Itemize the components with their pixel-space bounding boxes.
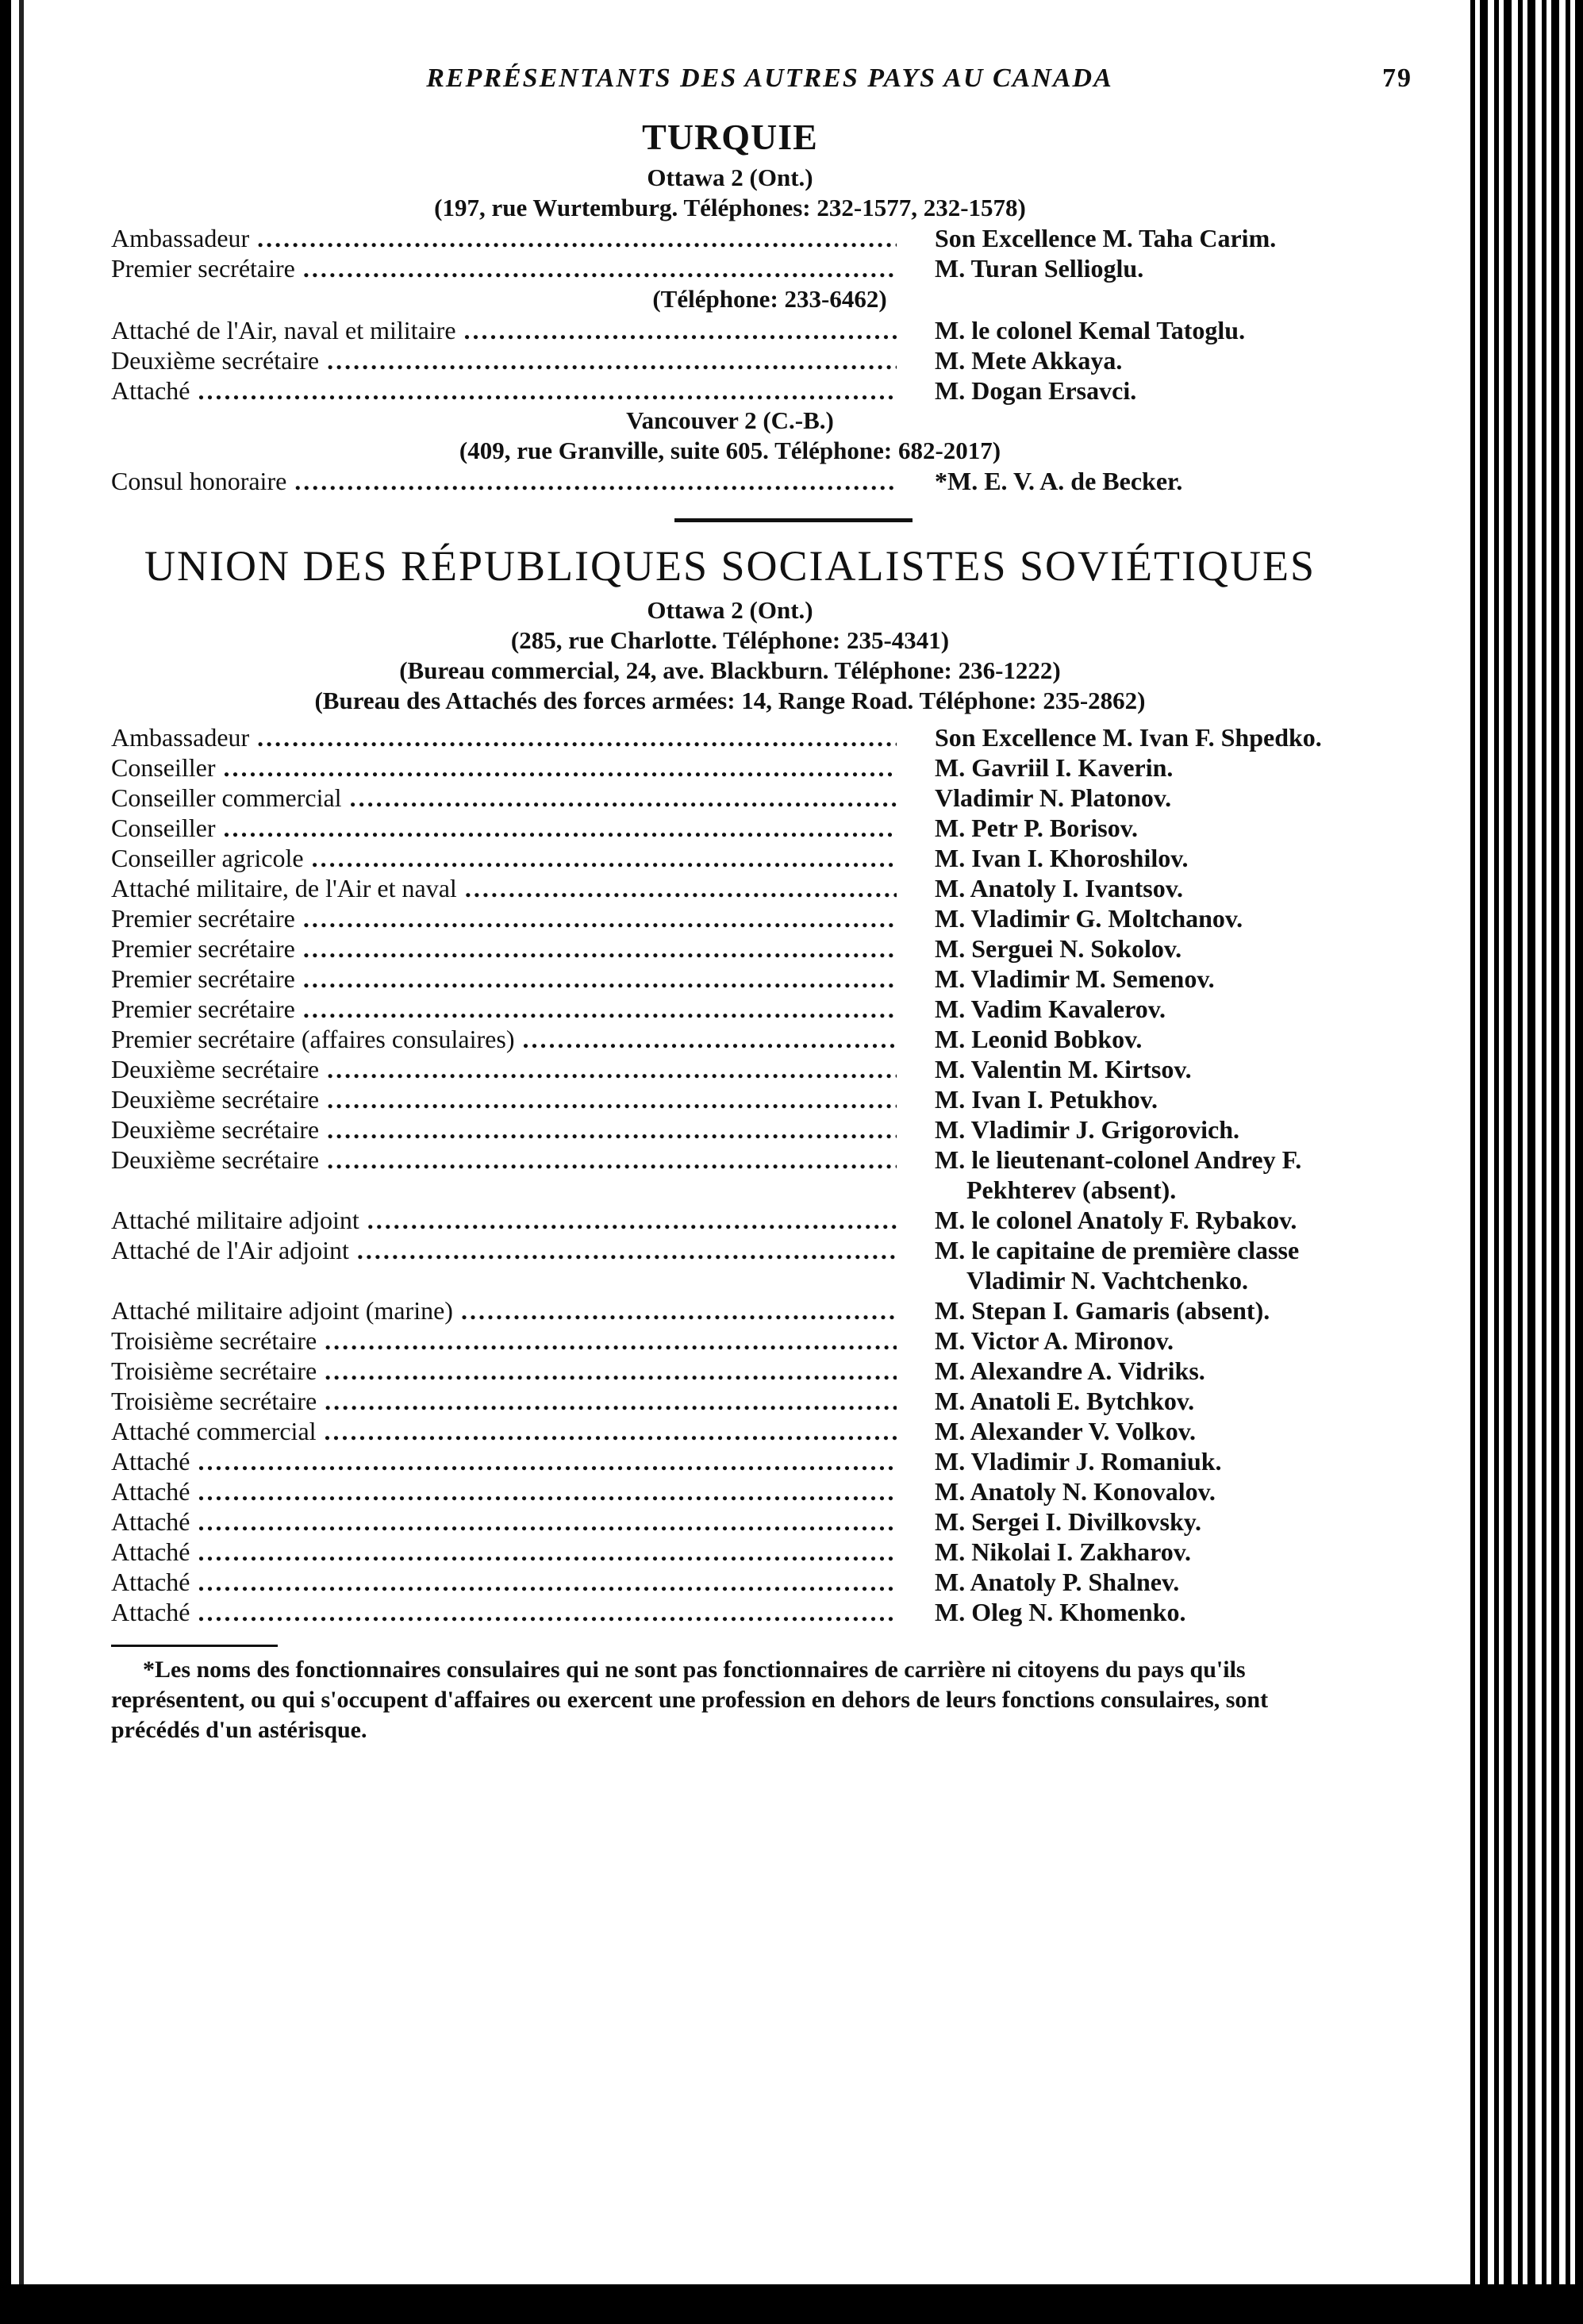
entry-row bbox=[111, 1446, 1349, 1476]
entry-name: Vladimir N. Platonov. bbox=[935, 783, 1172, 812]
leader-dots bbox=[325, 1356, 897, 1386]
entry-name: *M. E. V. A. de Becker. bbox=[935, 467, 1183, 495]
role-label: Deuxième secrétaire bbox=[111, 1145, 320, 1174]
role-label: Attaché bbox=[111, 1477, 190, 1506]
entry-name: M. Stepan I. Gamaris (absent). bbox=[935, 1296, 1270, 1325]
entry-row bbox=[111, 1476, 1349, 1506]
entry-row bbox=[111, 1416, 1349, 1446]
role-label: Attaché bbox=[111, 1568, 190, 1596]
role-label: Attaché bbox=[111, 1507, 190, 1536]
entry-role bbox=[111, 843, 897, 873]
leader-dots bbox=[464, 315, 897, 345]
leader-dots bbox=[367, 1205, 897, 1235]
entry-name: M. Vladimir G. Moltchanov. bbox=[935, 904, 1243, 933]
role-label: Conseiller commercial bbox=[111, 783, 342, 812]
entry-role bbox=[111, 466, 897, 496]
entry-name: M. Sergei I. Divilkovsky. bbox=[935, 1507, 1202, 1536]
entry-name: M. Alexandre A. Vidriks. bbox=[935, 1356, 1205, 1385]
scan-left-edge bbox=[0, 0, 56, 2324]
leader-dots bbox=[461, 1295, 897, 1326]
role-label: Premier secrétaire bbox=[111, 964, 295, 993]
leader-dots bbox=[522, 1024, 897, 1054]
leader-dots bbox=[224, 813, 897, 843]
turkey-entries-c bbox=[111, 466, 1349, 496]
entry-role bbox=[111, 1114, 897, 1145]
role-label: Troisième secrétaire bbox=[111, 1326, 317, 1355]
entry-role bbox=[111, 1205, 897, 1235]
entry-name: M. le capitaine de première classe Vladimir N. Vachtchenko. bbox=[935, 1236, 1300, 1295]
entry-row bbox=[111, 1114, 1349, 1145]
role-label: Attaché bbox=[111, 1598, 190, 1626]
entry-row bbox=[111, 813, 1349, 843]
leader-dots bbox=[198, 1537, 897, 1567]
leader-dots bbox=[198, 1476, 897, 1506]
leader-dots bbox=[312, 843, 897, 873]
entry-name: M. Leonid Bobkov. bbox=[935, 1025, 1143, 1053]
leader-dots bbox=[327, 1145, 897, 1175]
leader-dots bbox=[198, 1446, 897, 1476]
role-label: Conseiller agricole bbox=[111, 844, 304, 872]
role-label: Attaché militaire adjoint (marine) bbox=[111, 1296, 453, 1325]
entry-name: M. Vladimir J. Romaniuk. bbox=[935, 1447, 1222, 1476]
ussr-section bbox=[111, 541, 1349, 1627]
ussr-title: UNION DES RÉPUBLIQUES SOCIALISTES SOVIÉTIQUES bbox=[144, 542, 1316, 590]
entry-row bbox=[111, 1295, 1349, 1326]
role-label: Deuxième secrétaire bbox=[111, 1115, 320, 1144]
turkey-title: TURQUIE bbox=[642, 117, 818, 157]
entry-row bbox=[111, 1145, 1349, 1205]
page-number: 79 bbox=[1382, 63, 1412, 93]
entry-row bbox=[111, 873, 1349, 903]
entry-name: M. Turan Sellioglu. bbox=[935, 254, 1144, 283]
role-label: Deuxième secrétaire bbox=[111, 1085, 320, 1114]
role-label: Ambassadeur bbox=[111, 723, 250, 752]
entry-row bbox=[111, 843, 1349, 873]
role-label: Attaché de l'Air adjoint bbox=[111, 1236, 349, 1264]
entry-role bbox=[111, 1567, 897, 1597]
turkey-telephone-2: (Téléphone: 233-6462) bbox=[652, 285, 887, 313]
section-divider bbox=[674, 518, 913, 522]
role-label: Attaché bbox=[111, 376, 190, 405]
turkey-entries-b bbox=[111, 315, 1349, 406]
entry-role bbox=[111, 1145, 897, 1175]
entry-name: M. Vladimir M. Semenov. bbox=[935, 964, 1215, 993]
entry-name: M. Nikolai I. Zakharov. bbox=[935, 1537, 1192, 1566]
entry-role bbox=[111, 813, 897, 843]
entry-name: Son Excellence M. Taha Carim. bbox=[935, 224, 1277, 252]
role-label: Attaché de l'Air, naval et militaire bbox=[111, 316, 456, 344]
turkey-address-2: (409, rue Granville, suite 605. Téléphone: 682-2017) bbox=[459, 437, 1001, 464]
leader-dots bbox=[198, 1597, 897, 1627]
role-label: Conseiller bbox=[111, 814, 216, 842]
entry-row bbox=[111, 1084, 1349, 1114]
entry-name: M. Anatoli E. Bytchkov. bbox=[935, 1387, 1195, 1415]
running-head-text: REPRÉSENTANTS DES AUTRES PAYS AU CANADA bbox=[426, 63, 1113, 93]
entry-role bbox=[111, 752, 897, 783]
leader-dots bbox=[327, 1054, 897, 1084]
leader-dots bbox=[303, 933, 897, 964]
entry-name: M. Anatoly P. Shalnev. bbox=[935, 1568, 1180, 1596]
entry-role bbox=[111, 1446, 897, 1476]
role-label: Consul honoraire bbox=[111, 467, 287, 495]
entry-row bbox=[111, 1235, 1349, 1295]
role-label: Attaché bbox=[111, 1447, 190, 1476]
role-label: Premier secrétaire bbox=[111, 934, 295, 963]
entry-row bbox=[111, 903, 1349, 933]
leader-dots bbox=[294, 466, 897, 496]
entry-row bbox=[111, 1506, 1349, 1537]
entry-role bbox=[111, 1326, 897, 1356]
entry-role bbox=[111, 1476, 897, 1506]
entry-name: M. Alexander V. Volkov. bbox=[935, 1417, 1196, 1445]
role-label: Attaché militaire adjoint bbox=[111, 1206, 359, 1234]
role-label: Troisième secrétaire bbox=[111, 1356, 317, 1385]
leader-dots bbox=[465, 873, 897, 903]
entry-role bbox=[111, 722, 897, 752]
entry-row bbox=[111, 1205, 1349, 1235]
entry-row bbox=[111, 466, 1349, 496]
leader-dots bbox=[198, 1506, 897, 1537]
ussr-entries bbox=[111, 722, 1349, 1627]
leader-dots bbox=[303, 903, 897, 933]
role-label: Attaché bbox=[111, 1537, 190, 1566]
entry-name: M. Victor A. Mironov. bbox=[935, 1326, 1174, 1355]
entry-role bbox=[111, 1054, 897, 1084]
entry-name: M. Ivan I. Petukhov. bbox=[935, 1085, 1158, 1114]
entry-row bbox=[111, 1054, 1349, 1084]
page bbox=[111, 63, 1412, 1745]
leader-dots bbox=[303, 253, 897, 283]
entry-role bbox=[111, 1416, 897, 1446]
entry-role bbox=[111, 783, 897, 813]
entry-row bbox=[111, 345, 1349, 375]
leader-dots bbox=[327, 1084, 897, 1114]
entry-role bbox=[111, 1024, 897, 1054]
role-label: Premier secrétaire bbox=[111, 904, 295, 933]
role-label: Premier secrétaire bbox=[111, 995, 295, 1023]
entry-row bbox=[111, 253, 1349, 283]
entry-name: M. Anatoly I. Ivantsov. bbox=[935, 874, 1183, 902]
leader-dots bbox=[303, 964, 897, 994]
leader-dots bbox=[327, 345, 897, 375]
entry-name: M. Petr P. Borisov. bbox=[935, 814, 1138, 842]
ussr-city: Ottawa 2 (Ont.) bbox=[647, 596, 813, 624]
entry-row bbox=[111, 994, 1349, 1024]
role-label: Deuxième secrétaire bbox=[111, 1055, 320, 1083]
turkey-city: Ottawa 2 (Ont.) bbox=[647, 164, 813, 191]
leader-dots bbox=[350, 783, 897, 813]
leader-dots bbox=[325, 1326, 897, 1356]
leader-dots bbox=[224, 752, 897, 783]
leader-dots bbox=[325, 1386, 897, 1416]
leader-dots bbox=[327, 1114, 897, 1145]
entry-name: M. le lieutenant-colonel Andrey F. Pekhterev (absent). bbox=[935, 1145, 1302, 1204]
running-head bbox=[190, 63, 1412, 102]
entry-row bbox=[111, 1356, 1349, 1386]
entry-name: M. Vadim Kavalerov. bbox=[935, 995, 1166, 1023]
entry-name: M. Anatoly N. Konovalov. bbox=[935, 1477, 1216, 1506]
entry-name: M. Dogan Ersavci. bbox=[935, 376, 1137, 405]
footnote-rule bbox=[111, 1645, 278, 1647]
role-label: Premier secrétaire bbox=[111, 254, 295, 283]
leader-dots bbox=[357, 1235, 897, 1265]
entry-row bbox=[111, 1567, 1349, 1597]
role-label: Troisième secrétaire bbox=[111, 1387, 317, 1415]
entry-row bbox=[111, 315, 1349, 345]
entry-role bbox=[111, 964, 897, 994]
role-label: Attaché commercial bbox=[111, 1417, 317, 1445]
leader-dots bbox=[198, 1567, 897, 1597]
entry-role bbox=[111, 1386, 897, 1416]
entry-name: M. Oleg N. Khomenko. bbox=[935, 1598, 1186, 1626]
ussr-address-line: (285, rue Charlotte. Téléphone: 235-4341) bbox=[510, 626, 950, 654]
entry-role bbox=[111, 1537, 897, 1567]
role-label: Ambassadeur bbox=[111, 224, 250, 252]
entry-row bbox=[111, 933, 1349, 964]
entry-name: M. Valentin M. Kirtsov. bbox=[935, 1055, 1192, 1083]
footnote: *Les noms des fonctionnaires consulaires qui ne sont pas fonctionnaires de carrière ni citoyens du pays qu'ils représentent, ou qui s'occupent d'affaires ou exercent une profession en dehors de leurs fonctions consulaires, sont précédés d'un astérisque. bbox=[111, 1656, 1269, 1743]
entry-name: Son Excellence M. Ivan F. Shpedko. bbox=[935, 723, 1322, 752]
role-label: Premier secrétaire (affaires consulaires) bbox=[111, 1025, 515, 1053]
entry-name: M. le colonel Anatoly F. Rybakov. bbox=[935, 1206, 1297, 1234]
entry-role bbox=[111, 1597, 897, 1627]
leader-dots bbox=[198, 375, 897, 406]
role-label: Attaché militaire, de l'Air et naval bbox=[111, 874, 457, 902]
entry-row bbox=[111, 375, 1349, 406]
entry-role bbox=[111, 345, 897, 375]
entry-role bbox=[111, 1235, 897, 1265]
entry-row bbox=[111, 964, 1349, 994]
entry-role bbox=[111, 1084, 897, 1114]
entry-role bbox=[111, 1295, 897, 1326]
entry-role bbox=[111, 375, 897, 406]
entry-role bbox=[111, 994, 897, 1024]
leader-dots bbox=[303, 994, 897, 1024]
entry-role bbox=[111, 933, 897, 964]
role-label: Conseiller bbox=[111, 753, 216, 782]
entry-row bbox=[111, 223, 1349, 253]
entry-role bbox=[111, 253, 897, 283]
entry-name: M. Mete Akkaya. bbox=[935, 346, 1123, 375]
entry-role bbox=[111, 903, 897, 933]
turkey-entries-a bbox=[111, 223, 1349, 283]
entry-name: M. Vladimir J. Grigorovich. bbox=[935, 1115, 1239, 1144]
entry-row bbox=[111, 752, 1349, 783]
entry-role bbox=[111, 315, 897, 345]
turkey-section bbox=[111, 116, 1349, 496]
entry-row bbox=[111, 722, 1349, 752]
entry-row bbox=[111, 1386, 1349, 1416]
scan-bottom-edge bbox=[0, 2284, 1583, 2324]
leader-dots bbox=[257, 722, 897, 752]
role-label: Deuxième secrétaire bbox=[111, 346, 320, 375]
turkey-city-2: Vancouver 2 (C.-B.) bbox=[626, 406, 834, 434]
entry-name: M. Serguei N. Sokolov. bbox=[935, 934, 1182, 963]
turkey-address: (197, rue Wurtemburg. Téléphones: 232-1577, 232-1578) bbox=[434, 194, 1026, 221]
entry-name: M. le colonel Kemal Tatoglu. bbox=[935, 316, 1246, 344]
leader-dots bbox=[325, 1416, 897, 1446]
ussr-address-line: (Bureau des Attachés des forces armées: 14, Range Road. Téléphone: 235-2862) bbox=[314, 687, 1146, 714]
entry-role bbox=[111, 223, 897, 253]
entry-row bbox=[111, 1326, 1349, 1356]
entry-role bbox=[111, 1506, 897, 1537]
leader-dots bbox=[257, 223, 897, 253]
entry-row bbox=[111, 1597, 1349, 1627]
entry-row bbox=[111, 1024, 1349, 1054]
ussr-address-line: (Bureau commercial, 24, ave. Blackburn. Téléphone: 236-1222) bbox=[399, 656, 1061, 684]
entry-role bbox=[111, 873, 897, 903]
entry-name: M. Ivan I. Khoroshilov. bbox=[935, 844, 1189, 872]
entry-row bbox=[111, 783, 1349, 813]
entry-row bbox=[111, 1537, 1349, 1567]
scan-right-edge bbox=[1464, 0, 1583, 2324]
entry-name: M. Gavriil I. Kaverin. bbox=[935, 753, 1174, 782]
entry-role bbox=[111, 1356, 897, 1386]
